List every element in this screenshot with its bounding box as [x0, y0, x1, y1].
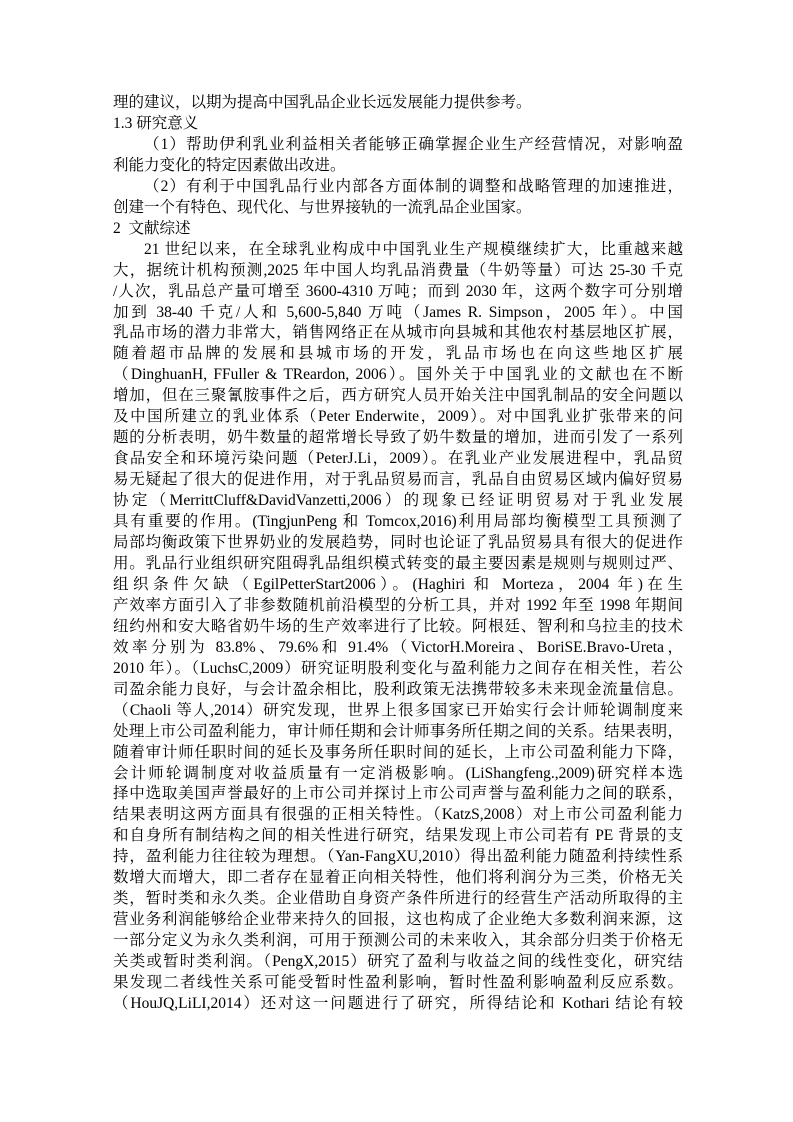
body-text-line: （1）帮助伊利乳业利益相关者能够正确掌握企业生产经营情况，对影响盈 — [144, 135, 683, 153]
section-heading-line: 1.3 研究意义 — [113, 114, 199, 132]
body-text-line: 处理上市公司盈利能力，审计师任期和会计师事务所任期之间的关系。结果表明， — [113, 722, 683, 740]
body-text-line: （2）有利于中国乳品行业内部各方面体制的调整和战略管理的加速推进， — [144, 177, 683, 195]
body-text-line: （Chaoli 等人,2014）研究发现，世界上很多国家已开始实行会计师轮调制度来 — [113, 701, 683, 719]
body-text-line: 结果表明这两方面具有很强的正相关特性。（KatzS,2008）对上市公司盈利能力 — [113, 806, 683, 824]
body-text-line: 食品安全和环境污染问题（PeterJ.Li，2009）。在乳业产业发展进程中，乳品贸 — [113, 450, 683, 468]
body-text-line: 创建一个有特色、现代化、与世界接轨的一流乳品企业国家。 — [113, 198, 532, 216]
body-text-line: 协定（MerrittCluff&DavidVanzetti,2006）的现象已经证明贸易对于乳业发展 — [113, 492, 683, 510]
body-text-line: 利能力变化的特定因素做出改进。 — [113, 156, 346, 174]
body-text-line: 题的分析表明，奶牛数量的超常增长导致了奶牛数量的增加，进而引发了一系列 — [113, 429, 683, 447]
body-text-line: 2010 年）。（LuchsC,2009）研究证明股利变化与盈利能力之间存在相关性，若公 — [113, 659, 683, 677]
body-text-line: 局部均衡政策下世界奶业的发展趋势，同时也论证了乳品贸易具有很大的促进作 — [113, 534, 683, 552]
body-text-line: 大，据统计机构预测,2025 年中国人均乳品消费量（牛奶等量）可达 25-30 千克 — [113, 261, 683, 279]
body-text-line: /人次，乳品总产量可增至 3600-4310 万吨；而到 2030 年，这两个数字可分别增 — [113, 282, 683, 300]
body-text-line: 理的建议，以期为提高中国乳品企业长远发展能力提供参考。 — [113, 94, 532, 111]
body-text-line: 择中选取美国声誉最好的上市公司并探讨上市公司声誉与盈利能力之间的联系， — [113, 785, 683, 803]
body-text-line: 持，盈利能力往往较为理想。（Yan-FangXU,2010）得出盈利能力随盈利持续性系 — [113, 848, 683, 866]
body-text-line: 效率分别为 83.8%、79.6%和 91.4%（VictorH.Moreira、BoriSE.Bravo-Ureta， — [113, 638, 683, 656]
body-text-line: 具有重要的作用。(TingjunPeng 和 Tomcox,2016)利用局部均衡模型工具预测了 — [113, 513, 683, 531]
section-heading-line: 2 文献综述 — [113, 219, 191, 237]
body-text-line: （HouJQ,LiLI,2014）还对这一问题进行了研究，所得结论和 Kothari 结论有较 — [113, 994, 683, 1012]
document-text-block — [113, 93, 683, 1015]
body-text-line: 用。乳品行业组织研究阻碍乳品组织模式转变的最主要因素是规则与规则过严、 — [113, 554, 683, 572]
body-text-line: 及中国所建立的乳业体系（Peter Enderwite，2009）。对中国乳业扩张带来的问 — [113, 408, 683, 426]
body-text-line: （DinghuanH, FFuller & TReardon, 2006）。国外关于中国乳业的文献也在不断 — [113, 366, 683, 384]
body-text-line: 关类或暂时类利润。（PengX,2015）研究了盈利与收益之间的线性变化，研究结 — [113, 953, 683, 971]
body-text-line: 随着超市品牌的发展和县城市场的开发，乳品市场也在向这些地区扩展 — [113, 345, 683, 363]
body-text-line: 加到 38-40 千克/人和 5,600-5,840 万吨（James R. Simpson，2005 年）。中国 — [113, 303, 683, 321]
body-text-line: 增加，但在三聚氰胺事件之后，西方研究人员开始关注中国乳制品的安全问题以 — [113, 387, 683, 405]
body-text-line: 乳品市场的潜力非常大，销售网络正在从城市向县城和其他农村基层地区扩展， — [113, 324, 683, 342]
body-text-line: 易无疑起了很大的促进作用，对于乳品贸易而言，乳品自由贸易区域内偏好贸易 — [113, 471, 683, 489]
body-text-line: 类，暂时类和永久类。企业借助自身资产条件所进行的经营生产活动所取得的主 — [113, 890, 683, 908]
body-text-line: 一部分定义为永久类利润，可用于预测公司的未来收入，其余部分归类于价格无 — [113, 932, 683, 950]
body-text-line: 数增大而增大，即二者存在显着正向相关特性，他们将利润分为三类，价格无关 — [113, 869, 683, 887]
body-text-line: 组织条件欠缺（EgilPetterStart2006）。(Haghiri 和 Morteza，2004 年)在生 — [113, 575, 683, 593]
body-text-line: 果发现二者线性关系可能受暂时性盈利影响，暂时性盈利影响盈利反应系数。 — [113, 974, 683, 992]
body-text-line: 随着审计师任职时间的延长及事务所任职时间的延长，上市公司盈利能力下降， — [113, 743, 683, 761]
body-text-line: 和自身所有制结构之间的相关性进行研究，结果发现上市公司若有 PE 背景的支 — [113, 827, 683, 845]
body-text-line: 营业务利润能够给企业带来持久的回报，这也构成了企业绝大多数利润来源，这 — [113, 911, 683, 929]
body-text-line: 产效率方面引入了非参数随机前沿模型的分析工具，并对 1992 年至 1998 年期间 — [113, 596, 683, 614]
body-text-line: 纽约州和安大略省奶牛场的生产效率进行了比较。阿根廷、智利和乌拉圭的技术 — [113, 617, 683, 635]
body-text-line: 21 世纪以来，在全球乳业构成中中国乳业生产规模继续扩大，比重越来越 — [144, 240, 683, 258]
body-text-line: 会计师轮调制度对收益质量有一定消极影响。(LiShangfeng.,2009)研究样本选 — [113, 764, 683, 782]
body-text-line: 司盈余能力良好，与会计盈余相比，股利政策无法携带较多未来现金流量信息。 — [113, 680, 683, 698]
